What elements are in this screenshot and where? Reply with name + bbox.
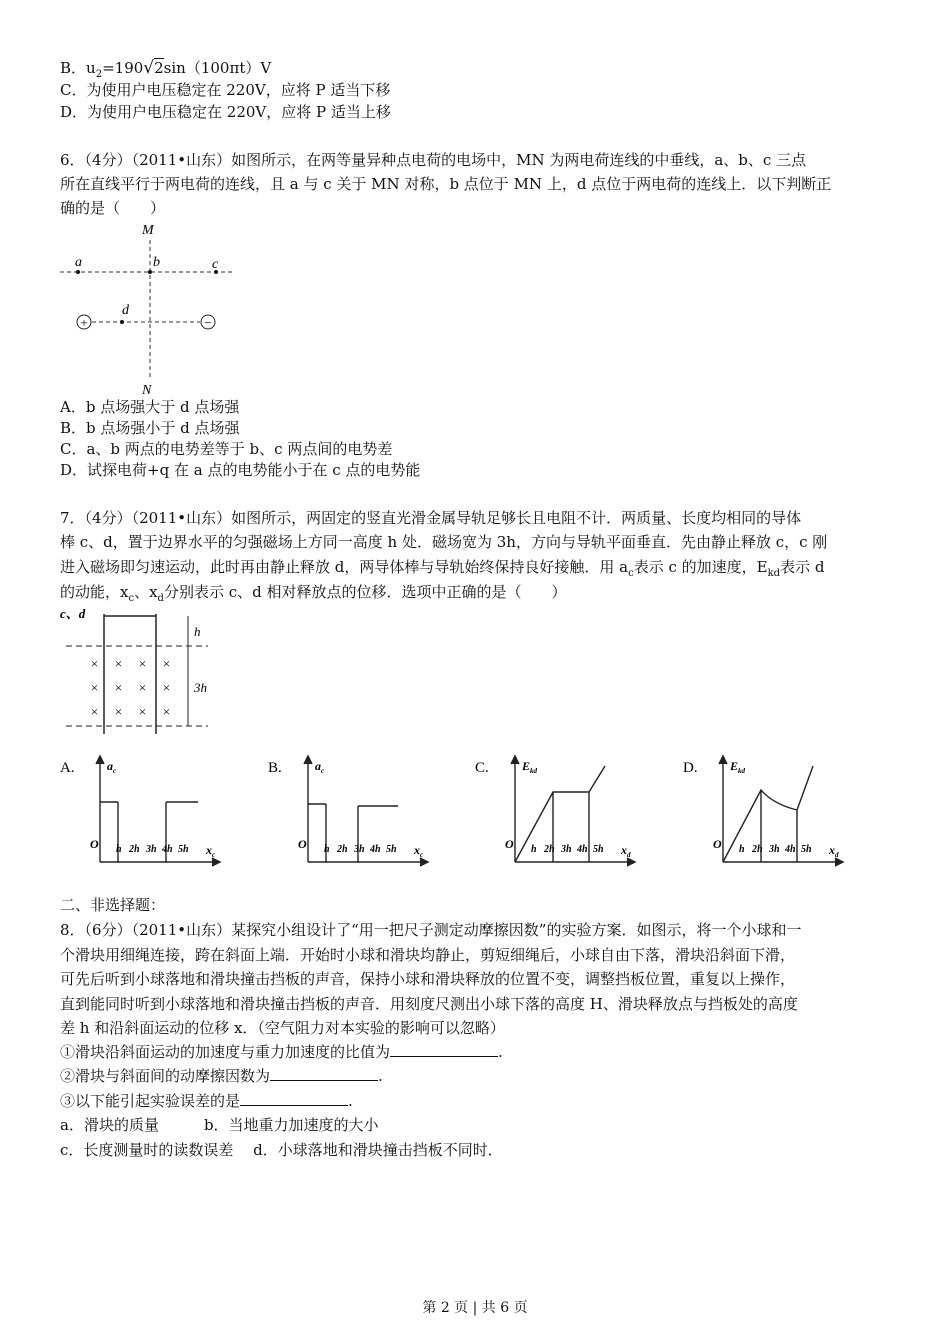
svg-text:4h: 4h bbox=[577, 844, 588, 855]
x-axis-label: $x_c$ bbox=[206, 843, 216, 859]
q7-option-graph bbox=[268, 752, 458, 876]
q6-field-figure bbox=[60, 218, 250, 398]
x-ticks bbox=[739, 844, 812, 855]
svg-text:2h: 2h bbox=[544, 844, 555, 855]
q7-option-graph bbox=[683, 752, 873, 876]
q8-text-line: 个滑块用细绳连接，跨在斜面上端．开始时小球和滑块均静止，剪短细绳后，小球自由下落，滑块沿斜面下滑， bbox=[60, 946, 796, 964]
label-h: h bbox=[194, 624, 201, 639]
label-3h: 3h bbox=[194, 680, 207, 695]
formula-amplitude: =190 bbox=[102, 59, 144, 77]
text: ①滑块沿斜面运动的加速度与重力加速度的比值为 bbox=[60, 1043, 391, 1061]
answer-blank[interactable] bbox=[270, 1066, 378, 1081]
curve-d bbox=[723, 766, 813, 862]
origin-label: O bbox=[90, 837, 99, 851]
sub: c bbox=[128, 593, 135, 604]
svg-text:4h: 4h bbox=[162, 844, 173, 855]
x-ticks bbox=[531, 844, 604, 855]
svg-text:h: h bbox=[324, 844, 330, 855]
origin-label: O bbox=[713, 837, 722, 851]
curve-b bbox=[308, 804, 398, 862]
svg-text:×: × bbox=[114, 680, 123, 695]
origin-label: O bbox=[505, 837, 514, 851]
text: 进入磁场即匀速运动，此时再由静止释放 d，两导体棒与导轨始终保持良好接触．用 a bbox=[60, 558, 629, 576]
label-b: b bbox=[153, 255, 160, 270]
q8-sub2 bbox=[60, 1066, 383, 1086]
label-d: d bbox=[122, 303, 129, 318]
q6-option-b: B．b 点场强小于 d 点场强 bbox=[60, 419, 240, 437]
q6-text-line: 6．（4分）（2011•山东）如图所示，在两等量异种点电荷的电场中，MN 为两电荷连线的中垂线，a、b、c 三点 bbox=[60, 151, 807, 169]
sub: kd bbox=[767, 568, 781, 579]
magnetic-field-crosses bbox=[90, 656, 171, 719]
label-m: M bbox=[142, 223, 154, 238]
text: 分别表示 c、d 相对释放点的位移．选项中正确的是（ ） bbox=[163, 583, 567, 601]
option-label: C. bbox=[475, 760, 489, 776]
svg-text:×: × bbox=[114, 656, 123, 671]
q7-text-line: 7．（4分）（2011•山东）如图所示，两固定的竖直光滑金属导轨足够长且电阻不计．两质量、长度均相同的导体 bbox=[60, 509, 802, 527]
svg-text:3h: 3h bbox=[146, 844, 157, 855]
option-label: B． bbox=[60, 59, 87, 77]
svg-text:h: h bbox=[116, 844, 122, 855]
label-cd: c、d bbox=[60, 606, 86, 621]
answer-blank[interactable] bbox=[390, 1042, 498, 1057]
plus-sign: + bbox=[80, 315, 88, 330]
option-label: A. bbox=[60, 760, 75, 776]
y-axis-label: $a_c$ bbox=[315, 759, 325, 775]
svg-text:3h: 3h bbox=[354, 844, 365, 855]
q8-text-line: 直到能同时听到小球落地和滑块撞击挡板的声音．用刻度尺测出小球下落的高度 H、滑块释放点与挡板处的高度 bbox=[60, 995, 798, 1013]
section-heading: 二、非选择题： bbox=[60, 896, 166, 914]
q6-option-a: A．b 点场强大于 d 点场强 bbox=[60, 398, 240, 416]
svg-text:×: × bbox=[162, 656, 171, 671]
y-axis-label: $E_{kd}$ bbox=[522, 759, 538, 775]
q7-option-graph bbox=[60, 752, 250, 876]
point-a bbox=[76, 270, 80, 274]
label-c: c bbox=[212, 257, 219, 272]
svg-text:5h: 5h bbox=[593, 844, 604, 855]
svg-text:2h: 2h bbox=[337, 844, 348, 855]
sub: c bbox=[628, 568, 634, 579]
y-axis-label: $a_c$ bbox=[107, 759, 117, 775]
svg-text:×: × bbox=[138, 680, 147, 695]
sqrt-icon: √ bbox=[143, 58, 155, 78]
option-label: B. bbox=[268, 760, 282, 776]
q6-text-line: 所在直线平行于两电荷的连线，且 a 与 c 关于 MN 对称，b 点位于 MN 上，d 点位于两电荷的连线上．以下判断正 bbox=[60, 175, 832, 193]
q8-text-line: 8．（6分）（2011•山东）某探究小组设计了“用一把尺子测定动摩擦因数”的实验方案．如图示，将一个小球和一 bbox=[60, 921, 802, 939]
formula-u: u bbox=[86, 59, 96, 77]
q7-text-line: 棒 c、d，置于边界水平的匀强磁场上方同一高度 h 处．磁场宽为 3h，方向与导轨平面垂直．先由静止释放 c，c 刚 bbox=[60, 533, 828, 551]
q6-option-d: D．试探电荷+q 在 a 点的电势能小于在 c 点的电势能 bbox=[60, 461, 421, 479]
x-axis-label: $x_d$ bbox=[829, 843, 839, 859]
formula-sin: sin（100πt）V bbox=[163, 59, 272, 77]
svg-text:×: × bbox=[138, 704, 147, 719]
q7-option-graph bbox=[475, 752, 665, 876]
sub: d bbox=[157, 593, 164, 604]
y-axis-label: $E_{kd}$ bbox=[730, 759, 746, 775]
q8-sub3 bbox=[60, 1091, 353, 1111]
svg-text:2h: 2h bbox=[129, 844, 140, 855]
q5-option-c: C．为使用户电压稳定在 220V，应将 P 适当下移 bbox=[60, 81, 391, 99]
svg-text:h: h bbox=[531, 844, 537, 855]
curve-c bbox=[515, 766, 605, 862]
answer-blank[interactable] bbox=[240, 1091, 348, 1106]
q8-text-line: 差 h 和沿斜面运动的位移 x．（空气阻力对本实验的影响可以忽略） bbox=[60, 1019, 505, 1037]
svg-text:5h: 5h bbox=[801, 844, 812, 855]
q7-rail-figure bbox=[58, 604, 228, 739]
text: 、x bbox=[134, 583, 158, 601]
svg-text:×: × bbox=[90, 704, 99, 719]
svg-text:4h: 4h bbox=[370, 844, 381, 855]
text: ②滑块与斜面间的动摩擦因数为 bbox=[60, 1067, 271, 1085]
svg-text:×: × bbox=[90, 656, 99, 671]
svg-text:2h: 2h bbox=[752, 844, 763, 855]
x-ticks bbox=[324, 844, 397, 855]
point-d bbox=[120, 320, 124, 324]
text: 的动能，x bbox=[60, 583, 129, 601]
text: ③以下能引起实验误差的是 bbox=[60, 1092, 241, 1110]
svg-text:×: × bbox=[162, 704, 171, 719]
origin-label: O bbox=[298, 837, 307, 851]
label-n: N bbox=[142, 383, 152, 398]
q5-option-d: D．为使用户电压稳定在 220V，应将 P 适当上移 bbox=[60, 103, 391, 121]
svg-text:×: × bbox=[114, 704, 123, 719]
period: . bbox=[498, 1043, 503, 1061]
page-footer: 第 2 页 | 共 6 页 bbox=[422, 1300, 528, 1316]
x-axis-label: $x_c$ bbox=[414, 843, 424, 859]
text: 表示 c 的加速度，E bbox=[633, 558, 768, 576]
label-a: a bbox=[75, 255, 82, 270]
q8-choices-row: c．长度测量时的读数误差 d．小球落地和滑块撞击挡板不同时． bbox=[60, 1141, 503, 1159]
svg-text:3h: 3h bbox=[769, 844, 780, 855]
q8-choices-row: a．滑块的质量 b．当地重力加速度的大小 bbox=[60, 1116, 379, 1134]
q6-option-c: C．a、b 两点的电势差等于 b、c 两点间的电势差 bbox=[60, 440, 393, 458]
period: . bbox=[348, 1092, 353, 1110]
formula-root: 2 bbox=[154, 59, 164, 77]
option-label: D. bbox=[683, 760, 698, 776]
q7-text-line bbox=[60, 557, 824, 584]
svg-text:3h: 3h bbox=[561, 844, 572, 855]
q8-sub1 bbox=[60, 1042, 503, 1062]
x-ticks bbox=[116, 844, 189, 855]
point-b bbox=[148, 270, 152, 274]
x-axis-label: $x_d$ bbox=[621, 843, 631, 859]
q8-text-line: 可先后听到小球落地和滑块撞击挡板的声音，保持小球和滑块释放的位置不变，调整挡板位置，重复以上操作， bbox=[60, 970, 796, 988]
minus-sign: − bbox=[204, 315, 212, 330]
formula-sub: 2 bbox=[95, 69, 103, 80]
svg-text:5h: 5h bbox=[386, 844, 397, 855]
svg-text:×: × bbox=[90, 680, 99, 695]
q6-text-line: 确的是（ ） bbox=[60, 199, 166, 217]
svg-text:h: h bbox=[739, 844, 745, 855]
period: . bbox=[378, 1067, 383, 1085]
svg-text:×: × bbox=[162, 680, 171, 695]
svg-text:×: × bbox=[138, 656, 147, 671]
svg-text:4h: 4h bbox=[785, 844, 796, 855]
svg-text:5h: 5h bbox=[178, 844, 189, 855]
text: 表示 d bbox=[780, 558, 825, 576]
